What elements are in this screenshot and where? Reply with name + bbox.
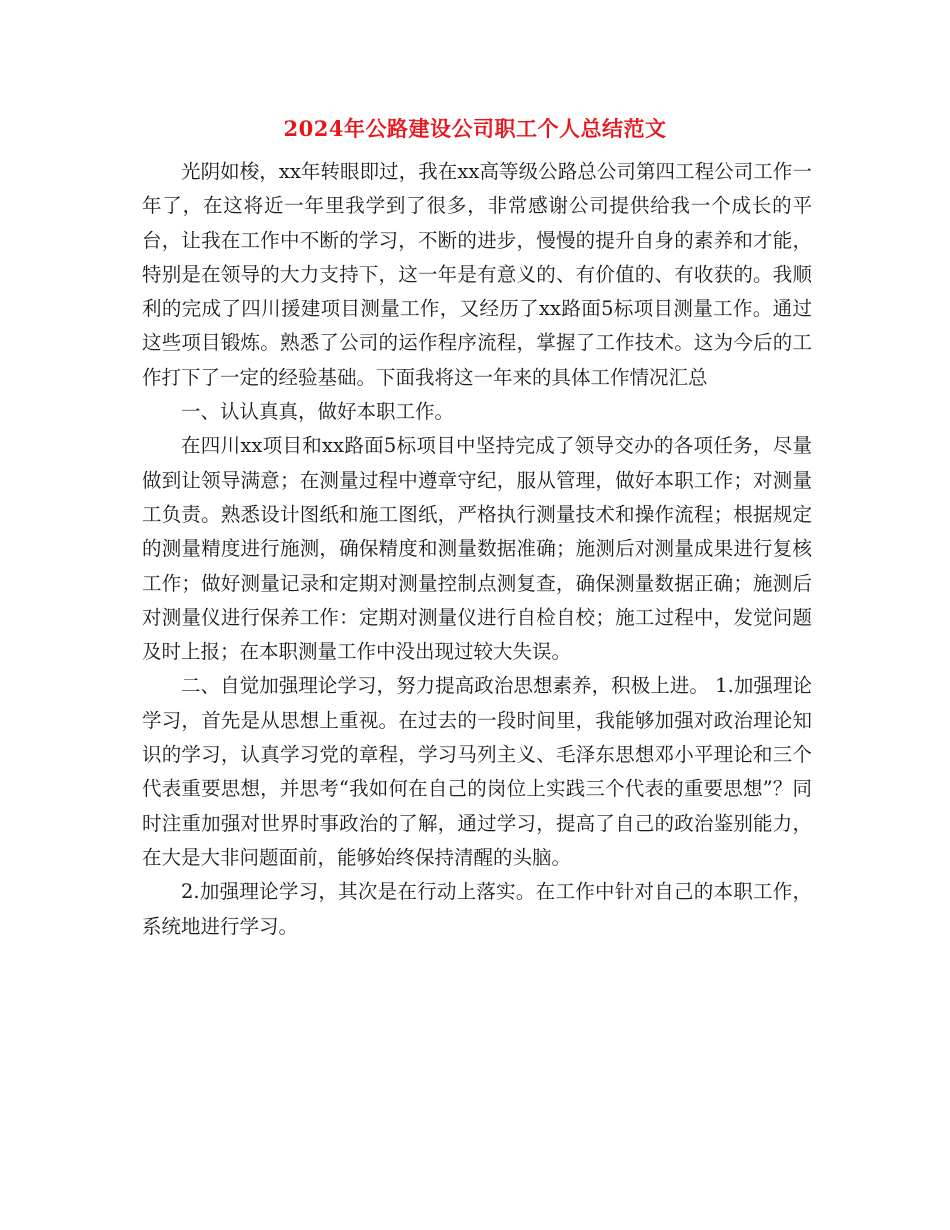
paragraph-section-2-item-2: 2.加强理论学习，其次是在行动上落实。在工作中针对自己的本职工作，系统地进行学习。: [142, 880, 812, 938]
document-title: 2024年公路建设公司职工个人总结范文: [283, 116, 667, 141]
paragraph-section-1: 在四川xx项目和xx路面5标项目中坚持完成了领导交办的各项任务，尽量做到让领导满意；在测量过程中遵章守纪，服从管理，做好本职工作；对测量工负责。熟悉设计图纸和施工图纸，严格执行测量技术和操作流程；根据规定的测量精度进行施测，确保精度和测量数据准确；施测后对测量成果进行复核工作；做好测量记录和定期对测量控制点测复查，确保测量数据正确；施测后对测量仪进行保养工作：定期对测量仪进行自检自校；施工过程中，发觉问题及时上报；在本职测量工作中没出现过较大失误。: [142, 434, 812, 664]
paragraph-intro: 光阴如梭，xx年转眼即过，我在xx高等级公路总公司第四工程公司工作一年了，在这将近一年里我学到了很多，非常感谢公司提供给我一个成长的平台，让我在工作中不断的学习，不断的进步，慢慢的提升自身的素养和才能，特别是在领导的大力支持下，这一年是有意义的、有价值的、有收获的。我顺利的完成了四川援建项目测量工作，又经历了xx路面5标项目测量工作。通过这些项目锻炼。熟悉了公司的运作程序流程，掌握了工作技术。这为今后的工作打下了一定的经验基础。下面我将这一年来的具体工作情况汇总: [142, 160, 812, 389]
document-body: [142, 155, 812, 944]
section-heading-1: 一、认认真真，做好本职工作。: [181, 400, 455, 424]
paragraph-section-2: 二、自觉加强理论学习，努力提高政治思想素养，积极上进。 1.加强理论学习，首先是从思想上重视。在过去的一段时间里，我能够加强对政治理论知识的学习，认真学习党的章程，学习马列主义、毛泽东思想邓小平理论和三个代表重要思想，并思考“我如何在自己的岗位上实践三个代表的重要思想”？同时注重加强对世界时事政治的了解，通过学习，提高了自己的政治鉴别能力，在大是大非问题面前，能够始终保持清醒的头脑。: [142, 674, 812, 869]
